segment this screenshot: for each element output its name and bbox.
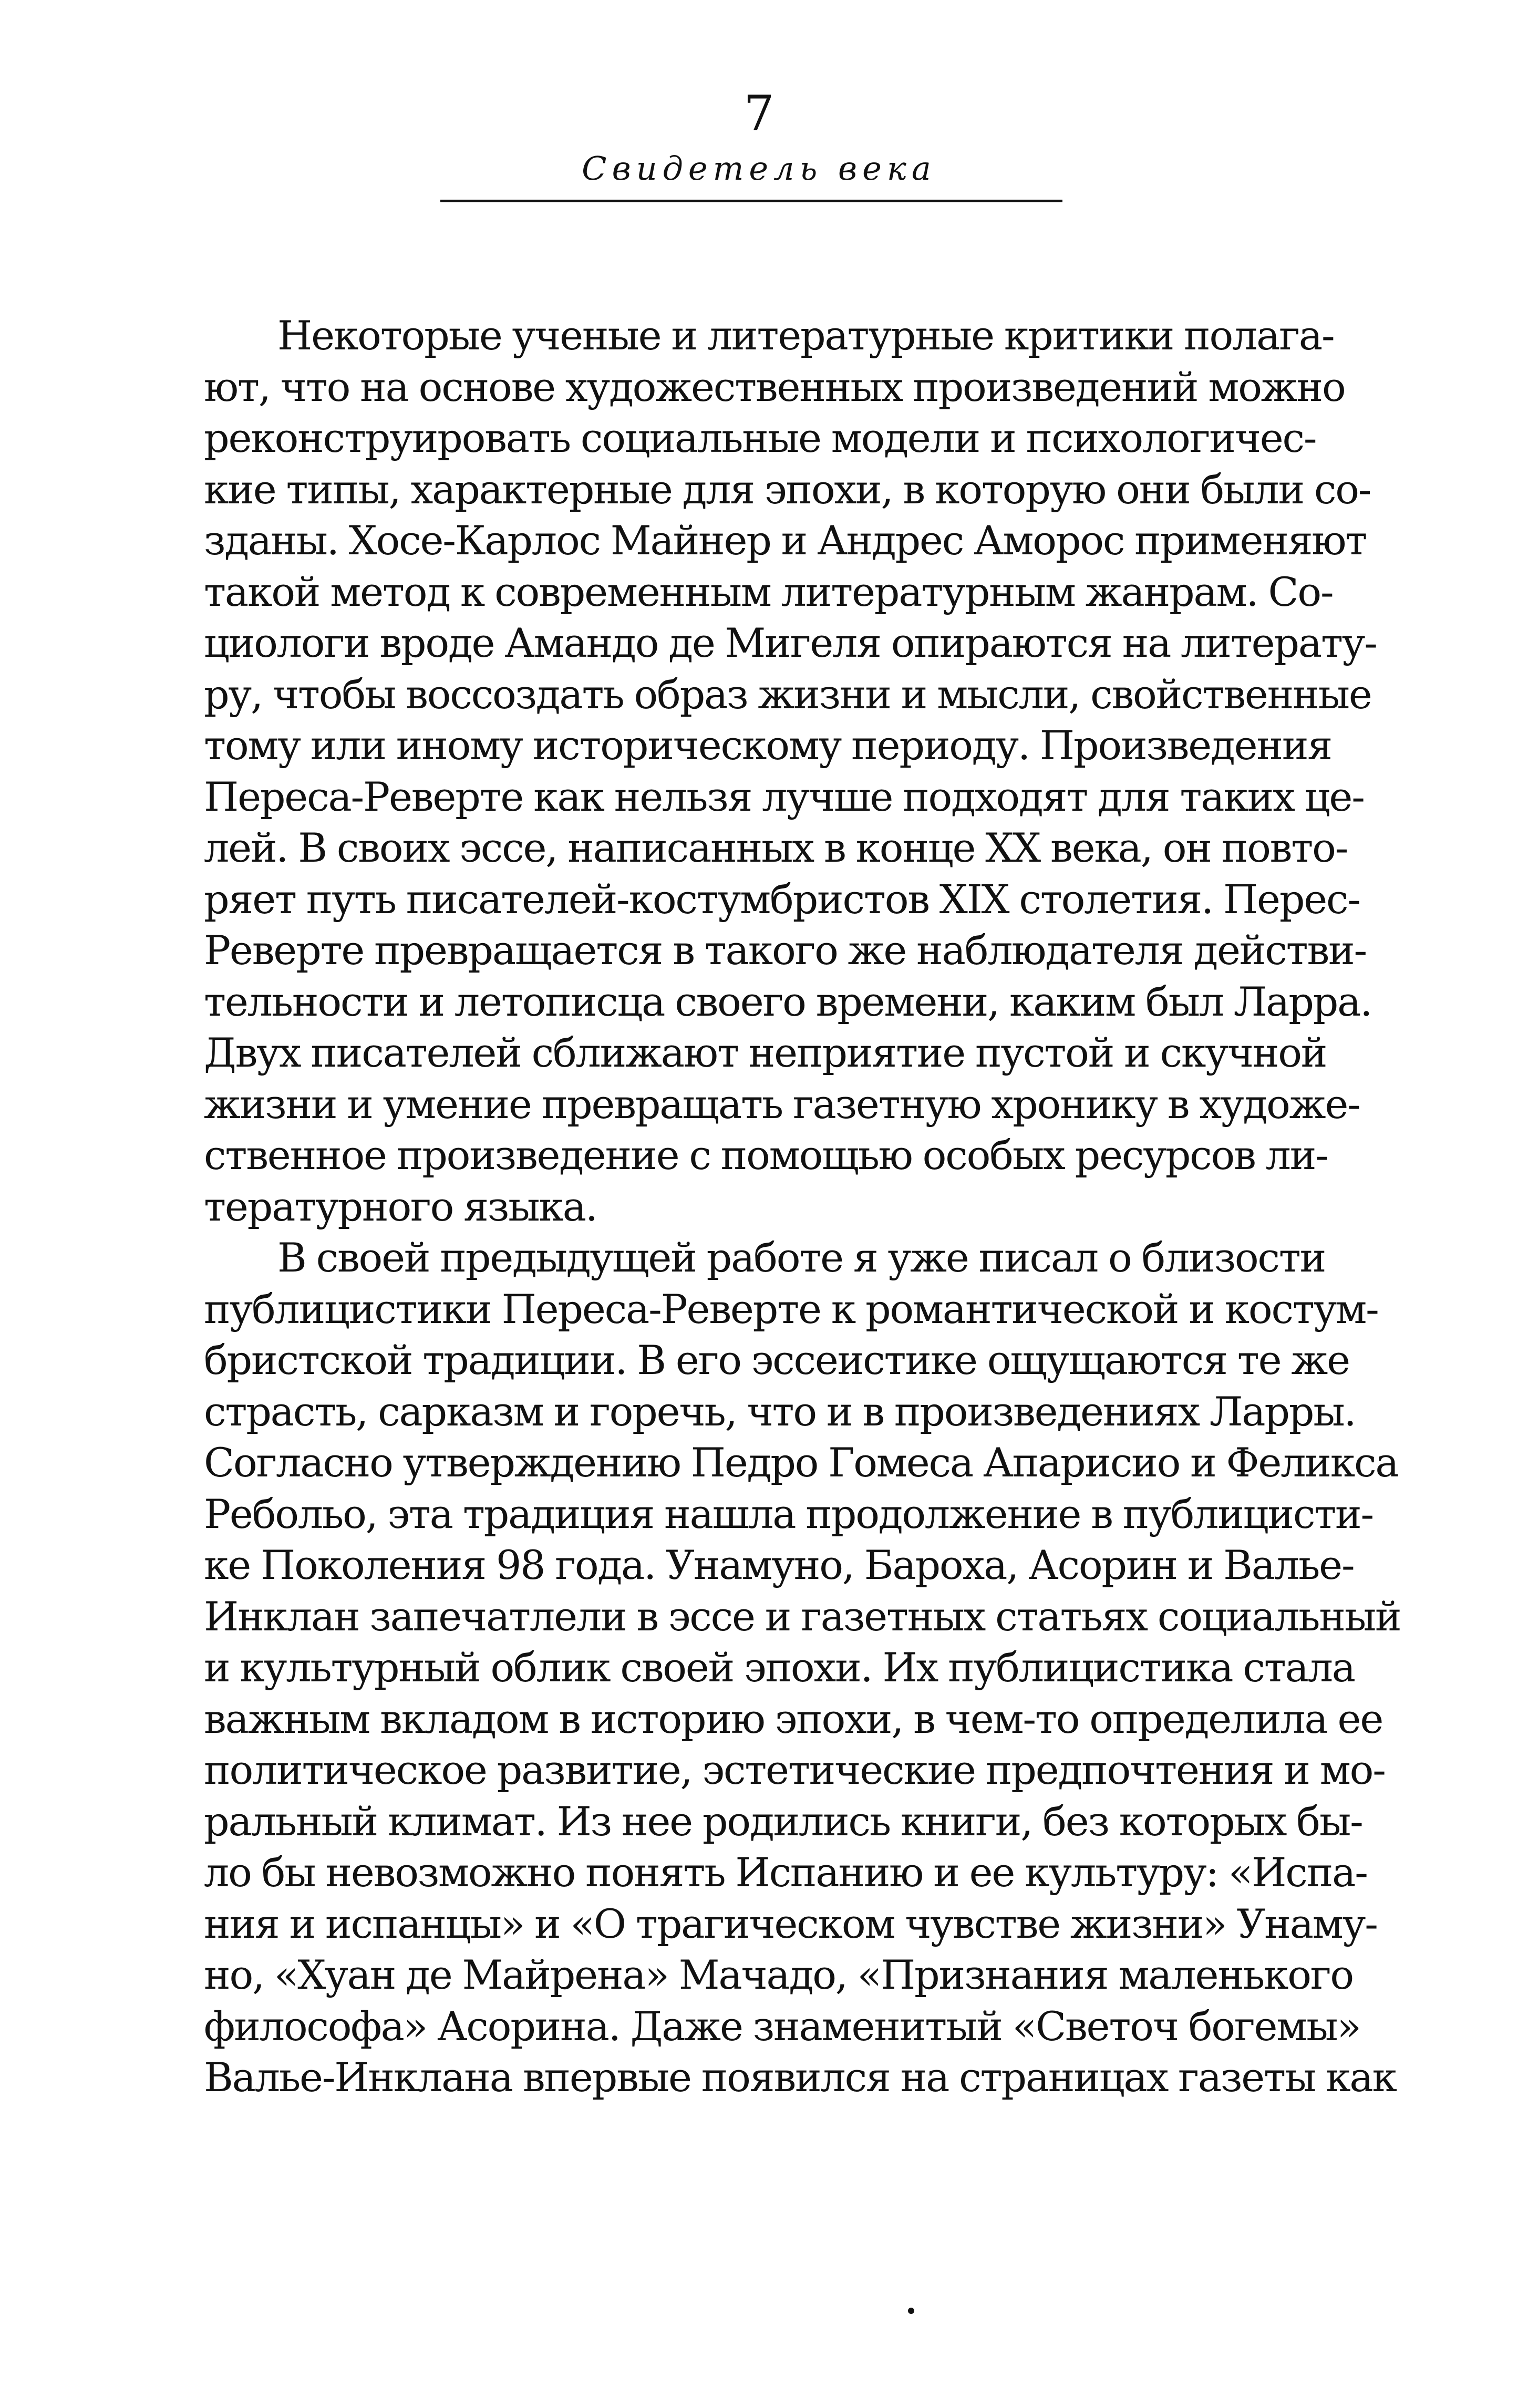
- text-line: В своей предыдущей работе я уже писал о близости: [277, 1234, 1326, 1281]
- text-line: жизни и умение превращать газетную хронику в художе-: [204, 1080, 1360, 1128]
- text-line: циологи вроде Амандо де Мигеля опираются на литерату-: [204, 619, 1377, 666]
- text-line: ральный климат. Из нее родились книги, без которых бы-: [204, 1797, 1362, 1845]
- text-line: кие типы, характерные для эпохи, в которую они были со-: [204, 466, 1371, 513]
- text-line: тому или иному историческому периоду. Произведения: [204, 722, 1332, 769]
- text-line: бристской традиции. В его эссеистике ощущаются те же: [204, 1337, 1349, 1383]
- text-line: ют, что на основе художественных произведений можно: [204, 363, 1345, 410]
- text-line: Двух писателей сближают неприятие пустой и скучной: [204, 1029, 1327, 1076]
- text-line: и культурный облик своей эпохи. Их публицистика стала: [204, 1644, 1355, 1691]
- text-line: Согласно утверждению Педро Гомеса Апарисио и Феликса: [204, 1439, 1398, 1486]
- text-line: Некоторые ученые и литературные критики полага-: [277, 312, 1334, 359]
- text-line: важным вкладом в историю эпохи, в чем-то определила ее: [204, 1695, 1383, 1742]
- text-line: Инклан запечатлели в эссе и газетных статьях социальный: [204, 1593, 1401, 1640]
- text-line: ственное произведение с помощью особых ресурсов ли-: [204, 1132, 1328, 1179]
- text-line: политическое развитие, эстетические предпочтения и мо-: [204, 1746, 1385, 1793]
- text-line: философа» Асорина. Даже знаменитый «Светоч богемы»: [204, 2002, 1360, 2050]
- body-text: [204, 310, 1401, 2103]
- text-line: страсть, сарказм и горечь, что и в произведениях Ларры.: [204, 1388, 1356, 1435]
- text-line: Ребольо, эта традиция нашла продолжение в публицисти-: [204, 1490, 1373, 1537]
- text-line: Реверте превращается в такого же наблюдателя действи-: [204, 927, 1366, 974]
- text-line: реконструировать социальные модели и психологичес-: [204, 415, 1316, 461]
- text-line: но, «Хуан де Майрена» Мачадо, «Признания маленького: [204, 1951, 1353, 1998]
- text-line: Валье-Инклана впервые появился на страницах газеты как: [204, 2054, 1396, 2101]
- running-title: Свидетель века: [582, 149, 936, 188]
- page-number: 7: [743, 85, 775, 141]
- text-line: ру, чтобы воссоздать образ жизни и мысли, свойственные: [204, 670, 1371, 718]
- text-line: тельности и летописца своего времени, каким был Ларра.: [204, 978, 1372, 1025]
- text-line: лей. В своих эссе, написанных в конце XX века, он повто-: [204, 824, 1348, 871]
- text-line: ке Поколения 98 года. Унамуно, Бароха, Асорин и Валье-: [204, 1542, 1354, 1588]
- header-divider: [440, 200, 1062, 202]
- text-line: ло бы невозможно понять Испанию и ее культуру: «Испа-: [204, 1849, 1367, 1896]
- text-line: публицистики Переса-Реверте к романтической и костум-: [204, 1285, 1378, 1332]
- text-line: такой метод к современным литературным жанрам. Со-: [204, 568, 1333, 615]
- footer-dot: [908, 2308, 914, 2314]
- text-line: зданы. Хосе-Карлос Майнер и Андрес Аморос применяют: [204, 517, 1367, 564]
- text-line: ния и испанцы» и «О трагическом чувстве жизни» Унаму-: [204, 1900, 1377, 1947]
- text-line: Переса-Реверте как нельзя лучше подходят для таких це-: [204, 773, 1364, 820]
- text-line: ряет путь писателей-костумбристов XIX столетия. Перес-: [204, 875, 1360, 923]
- text-line: тературного языка.: [204, 1183, 597, 1230]
